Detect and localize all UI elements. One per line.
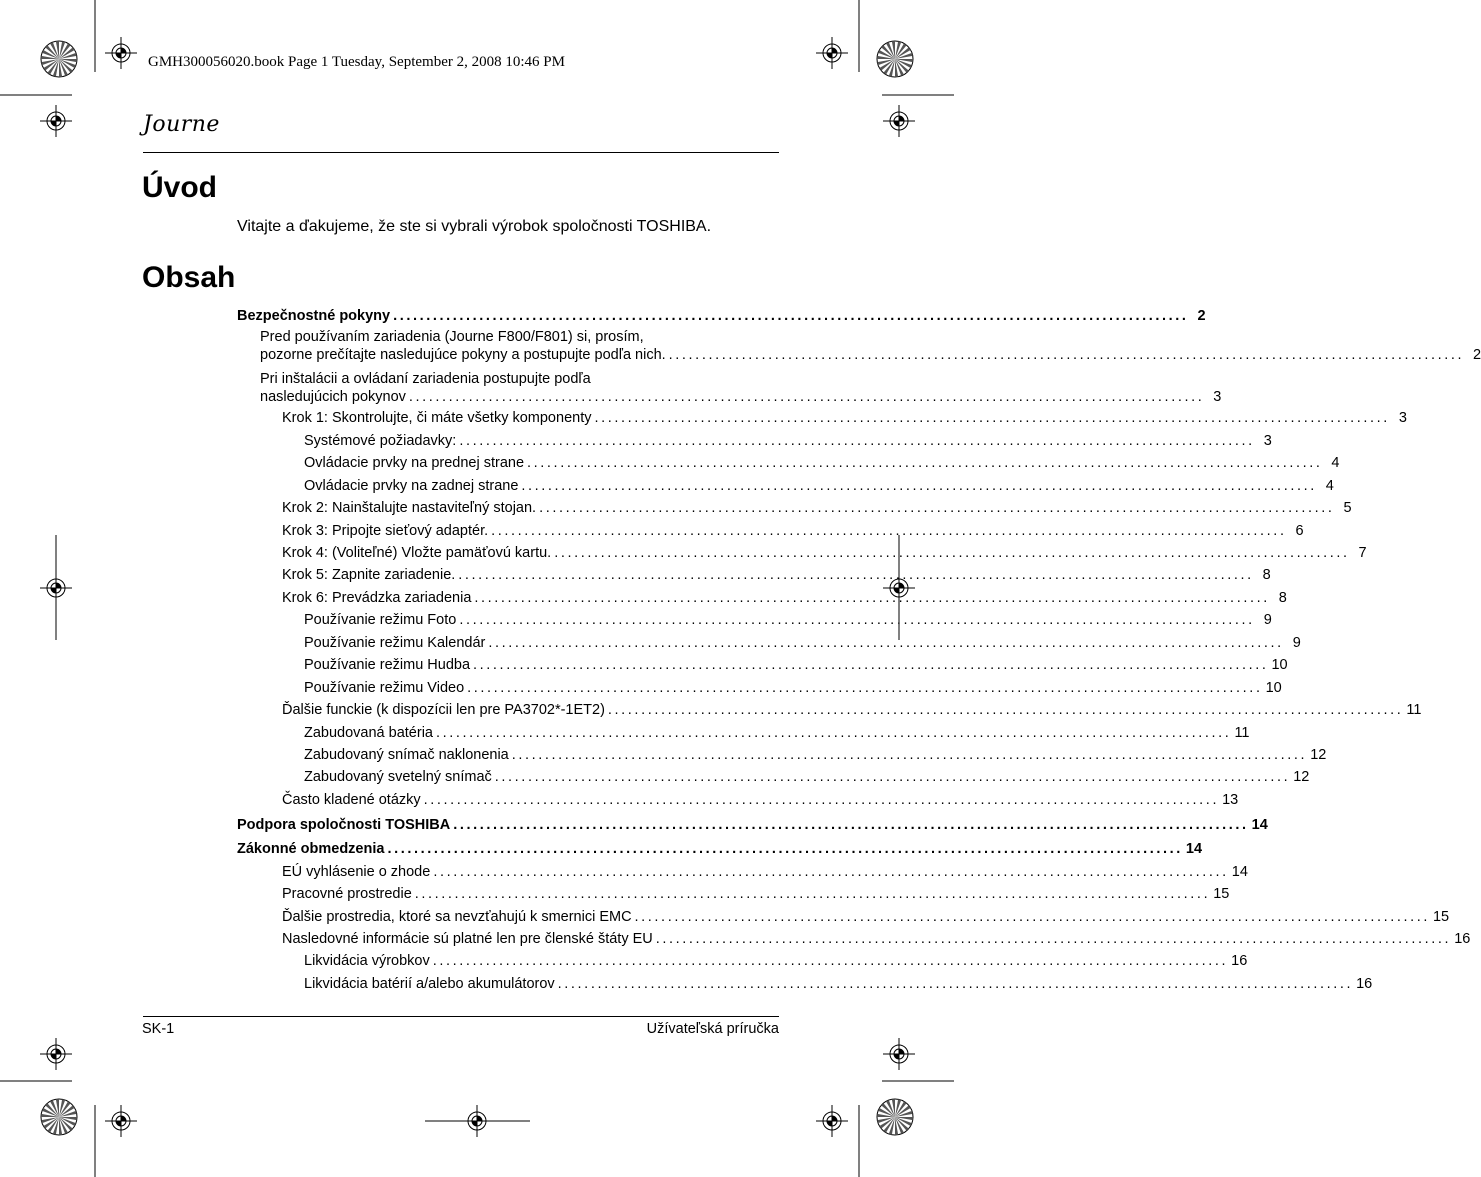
toc-entry-page: 14	[1185, 841, 1203, 857]
toc-entry[interactable]	[282, 790, 1239, 810]
toc-entry-line: Pri inštalácii a ovládaní zariadenia postupujte podľa	[260, 371, 591, 387]
footer-rule	[143, 1016, 779, 1017]
toc-entry-page: 15	[1432, 909, 1450, 925]
toc-entry-title: Ovládacie prvky na zadnej strane	[304, 478, 519, 494]
toc-entry-title: Krok 5: Zapnite zariadenie.	[282, 567, 456, 583]
toc-entry-title: Likvidácia výrobkov	[304, 953, 430, 969]
toc-entry[interactable]	[282, 929, 1471, 949]
toc-entry-page: 5	[1343, 500, 1352, 516]
toc-entry[interactable]	[304, 974, 1373, 994]
toc-entry[interactable]	[304, 655, 1288, 675]
toc-entry[interactable]	[304, 678, 1282, 698]
toc-entry-page: 16	[1231, 953, 1248, 969]
toc-entry-page: 12	[1310, 747, 1327, 763]
toc-entry-title: Krok 2: Nainštalujte nastaviteľný stojan.	[282, 500, 537, 516]
page-number: SK-1	[142, 1021, 175, 1037]
toc-entry[interactable]	[304, 951, 1248, 971]
toc-entry-title: Systémové požiadavky:	[304, 433, 457, 449]
toc-entry-page: 11	[1406, 702, 1422, 718]
toc-entry-page: 15	[1213, 886, 1230, 902]
section-title-toc: Obsah	[142, 261, 236, 294]
toc-entry-title: Používanie režimu Video	[304, 680, 465, 696]
toc-entry[interactable]	[282, 498, 1352, 518]
toc-leader-dots: ........................................................................................................................	[436, 725, 1232, 741]
toc-leader-dots: ........................................................................................................................	[414, 886, 1211, 902]
toc-entry-title: Podpora spoločnosti TOSHIBA	[237, 817, 451, 833]
toc-entry[interactable]	[237, 815, 1268, 835]
toc-entry-title: Zabudovaný svetelný snímač	[304, 769, 492, 785]
toc-entry[interactable]	[282, 521, 1304, 541]
intro-text: Vitajte a ďakujeme, že ste si vybrali výrobok spoločnosti TOSHIBA.	[237, 218, 712, 235]
toc-entry[interactable]	[304, 633, 1301, 653]
toc-leader-dots: ........................................................................................................................	[474, 590, 1270, 606]
toc-entry[interactable]	[304, 476, 1334, 496]
toc-entry-title: Zabudovaná batéria	[304, 725, 433, 741]
toc-entry-page: 8	[1278, 590, 1287, 606]
toc-entry-page: 2	[1473, 347, 1481, 363]
toc-entry-page: 10	[1265, 680, 1282, 696]
toc-leader-dots: ........................................................................................................................	[393, 308, 1189, 324]
toc-entry-page: 7	[1358, 545, 1367, 561]
toc-entry[interactable]	[304, 431, 1272, 451]
toc-leader-dots: ........................................................................................................................	[458, 567, 1254, 583]
print-header: GMH300056020.book Page 1 Tuesday, September 2, 2008 10:46 PM	[148, 54, 565, 70]
toc-entry-title: Zabudovaný snímač naklonenia	[304, 747, 509, 763]
toc-leader-dots: ........................................................................................................................	[423, 792, 1220, 808]
toc-leader-dots: ........................................................................................................................	[554, 545, 1350, 561]
toc-entry-line: Pred používaním zariadenia (Journe F800/F801) si, prosím,	[260, 329, 644, 345]
toc-entry-page: 9	[1263, 612, 1272, 628]
toc-leader-dots: ........................................................................................................................	[473, 657, 1269, 673]
toc-entry-title: Ďalšie prostredia, ktoré sa nevzťahujú k smernici EMC	[282, 909, 632, 925]
toc-entry-title: Krok 4: (Voliteľné) Vložte pamäťovú kartu.	[282, 545, 552, 561]
toc-leader-dots: ........................................................................................................................	[539, 500, 1335, 516]
toc-entry-title: Ovládacie prvky na prednej strane	[304, 455, 525, 471]
journe-logo: Journe	[143, 112, 220, 137]
toc-leader-dots: ........................................................................................................................	[634, 909, 1430, 925]
toc-entry[interactable]	[282, 700, 1422, 720]
toc-entry-title: Likvidácia batérií a/alebo akumulátorov	[304, 976, 555, 992]
toc-leader-dots: ........................................................................................................................	[511, 747, 1308, 763]
section-title-intro: Úvod	[142, 171, 217, 204]
toc-entry-page: 16	[1356, 976, 1373, 992]
toc-entry[interactable]	[282, 408, 1407, 428]
toc-entry-title: EÚ vyhlásenie o zhode	[282, 864, 431, 880]
toc-entry[interactable]	[304, 453, 1340, 473]
toc-entry-title: Pracovné prostredie	[282, 886, 412, 902]
toc-entry-title: Krok 1: Skontrolujte, či máte všetky komponenty	[282, 410, 592, 426]
toc-leader-dots: ........................................................................................................................	[607, 702, 1404, 718]
toc-entry-page: 12	[1293, 769, 1310, 785]
toc-leader-dots: ........................................................................................................................	[594, 410, 1390, 426]
toc-entry-page: 14	[1251, 817, 1268, 833]
toc-entry-page: 3	[1398, 410, 1407, 426]
toc-entry-page: 2	[1197, 308, 1206, 324]
toc-entry-title: Krok 6: Prevádzka zariadenia	[282, 590, 472, 606]
toc-leader-dots: ........................................................................................................................	[453, 817, 1249, 833]
toc-leader-dots: ........................................................................................................................	[557, 976, 1354, 992]
toc-leader-dots: ........................................................................................................................	[521, 478, 1317, 494]
toc-entry-title: Používanie režimu Hudba	[304, 657, 471, 673]
toc-entry[interactable]	[282, 543, 1367, 563]
toc-leader-dots: ........................................................................................................................	[467, 680, 1263, 696]
toc-entry-title: Používanie režimu Kalendár	[304, 635, 486, 651]
toc-entry[interactable]	[282, 565, 1271, 585]
toc-entry[interactable]	[282, 588, 1287, 608]
toc-leader-dots: ........................................................................................................................	[655, 931, 1452, 947]
toc-entry[interactable]	[237, 839, 1203, 859]
toc-leader-dots: ........................................................................................................................	[668, 347, 1465, 363]
toc-entry-title: nasledujúcich pokynov	[260, 389, 406, 405]
toc-leader-dots: ........................................................................................................................	[432, 953, 1229, 969]
toc-entry-title: Nasledovné informácie sú platné len pre členské štáty EU	[282, 931, 653, 947]
toc-entry-title: pozorne prečítajte nasledujúce pokyny a postupujte podľa nich.	[260, 347, 666, 363]
toc-leader-dots: ........................................................................................................................	[459, 612, 1255, 628]
toc-entry-title: Bezpečnostné pokyny	[237, 308, 391, 324]
toc-entry[interactable]	[304, 610, 1272, 630]
toc-entry-page: 9	[1292, 635, 1301, 651]
toc-entry[interactable]	[282, 907, 1450, 927]
footer-title: Užívateľská príručka	[646, 1021, 779, 1037]
toc-leader-dots: ........................................................................................................................	[488, 635, 1284, 651]
toc-entry-page: 3	[1263, 433, 1272, 449]
toc-entry-title: Používanie režimu Foto	[304, 612, 457, 628]
toc-leader-dots: ........................................................................................................................	[433, 864, 1229, 880]
toc-entry[interactable]	[304, 745, 1327, 765]
toc-entry-page: 4	[1331, 455, 1340, 471]
toc-leader-dots: ........................................................................................................................	[387, 841, 1183, 857]
toc-entry-page: 13	[1222, 792, 1239, 808]
toc-entry-page: 3	[1213, 389, 1222, 405]
toc-entry-title: Často kladené otázky	[282, 792, 421, 808]
toc-entry[interactable]	[304, 723, 1250, 743]
toc-entry-title: Ďalšie funckie (k dispozícii len pre PA3702*-1ET2)	[282, 702, 605, 718]
toc-leader-dots: ........................................................................................................................	[408, 389, 1205, 405]
toc-leader-dots: ........................................................................................................................	[459, 433, 1255, 449]
toc-entry-page: 14	[1231, 864, 1248, 880]
toc-leader-dots: ........................................................................................................................	[494, 769, 1291, 785]
toc-entry-title: Krok 3: Pripojte sieťový adaptér.	[282, 523, 489, 539]
toc-entry-page: 8	[1262, 567, 1271, 583]
toc-entry[interactable]	[260, 387, 1222, 407]
toc-entry-page: 11	[1234, 725, 1250, 741]
toc-entry-page: 16	[1454, 931, 1471, 947]
toc-entry-page: 6	[1295, 523, 1304, 539]
toc-entry[interactable]	[282, 862, 1248, 882]
toc-entry[interactable]	[304, 767, 1310, 787]
toc-entry[interactable]	[260, 345, 1481, 365]
toc-entry-page: 10	[1271, 657, 1288, 673]
toc-entry[interactable]	[282, 884, 1230, 904]
toc-leader-dots: ........................................................................................................................	[527, 455, 1323, 471]
toc-entry[interactable]	[237, 306, 1206, 326]
toc-entry-title: Zákonné obmedzenia	[237, 841, 385, 857]
toc-entry-page: 4	[1325, 478, 1334, 494]
toc-leader-dots: ........................................................................................................................	[491, 523, 1287, 539]
